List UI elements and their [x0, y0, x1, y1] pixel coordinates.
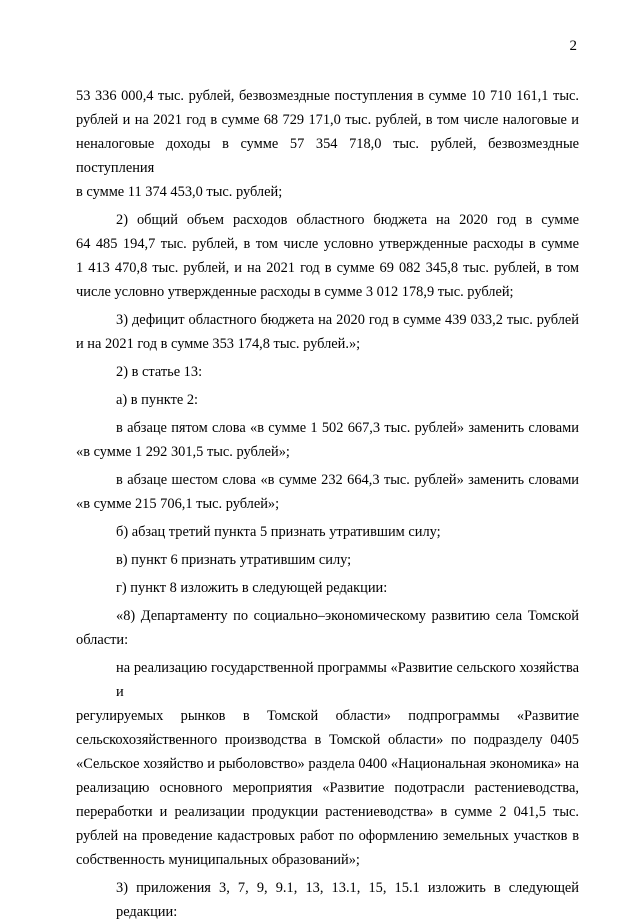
paragraph [76, 84, 579, 204]
text-line: регулируемых рынков в Томской области» подпрограммы «Развитие [76, 708, 579, 724]
text-line: г) пункт 8 изложить в следующей редакции: [116, 580, 388, 596]
text-line: 53 336 000,4 тыс. рублей, безвозмездные поступления в сумме 10 710 161,1 тыс. [76, 88, 579, 104]
text-line: «в сумме 1 292 301,5 тыс. рублей»; [76, 444, 290, 460]
text-line: рублей на проведение кадастровых работ по оформлению земельных участков в [76, 828, 579, 844]
text-line: на реализацию государственной программы «Развитие сельского хозяйства и [116, 660, 579, 700]
paragraph [76, 576, 579, 600]
text-line: в абзаце пятом слова «в сумме 1 502 667,3 тыс. рублей» заменить словами [116, 420, 579, 436]
text-line: а) в пункте 2: [116, 392, 199, 408]
text-line: 2) в статье 13: [116, 364, 203, 380]
text-line: 1 413 470,8 тыс. рублей, и на 2021 год в сумме 69 082 345,8 тыс. рублей, в том [76, 260, 579, 276]
text-line: сельскохозяйственного производства в Томской области» по подразделу 0405 [76, 732, 579, 748]
paragraph [76, 656, 579, 872]
text-line: собственность муниципальных образований»; [76, 852, 360, 868]
paragraph [76, 604, 579, 652]
text-line: «в сумме 215 706,1 тыс. рублей»; [76, 496, 280, 512]
text-line: 3) дефицит областного бюджета на 2020 год в сумме 439 033,2 тыс. рублей [116, 312, 579, 328]
paragraph [76, 208, 579, 304]
paragraph [76, 876, 579, 924]
text-line: в абзаце шестом слова «в сумме 232 664,3 тыс. рублей» заменить словами [116, 472, 579, 488]
text-line: «Сельское хозяйство и рыболовство» раздела 0400 «Национальная экономика» на [76, 756, 579, 772]
paragraph [76, 520, 579, 544]
text-line: переработки и реализации продукции растениеводства» в сумме 2 041,5 тыс. [76, 804, 579, 820]
text-line: «8) Департаменту по социально–экономическому развитию села Томской [116, 608, 579, 624]
text-line: 3) приложения 3, 7, 9, 9.1, 13, 13.1, 15, 15.1 изложить в следующей редакции: [116, 880, 579, 920]
paragraph [76, 308, 579, 356]
paragraph [76, 548, 579, 572]
text-line: 2) общий объем расходов областного бюджета на 2020 год в сумме [116, 212, 579, 228]
paragraph [76, 388, 579, 412]
text-line: б) абзац третий пункта 5 признать утратившим силу; [116, 524, 441, 540]
text-line: и на 2021 год в сумме 353 174,8 тыс. рублей.»; [76, 336, 361, 352]
text-line: реализацию основного мероприятия «Развитие подотрасли растениеводства, [76, 780, 579, 796]
document-body [76, 84, 579, 924]
text-line: в сумме 11 374 453,0 тыс. рублей; [76, 184, 283, 200]
paragraph [76, 468, 579, 516]
text-line: рублей и на 2021 год в сумме 68 729 171,0 тыс. рублей, в том числе налоговые и [76, 112, 579, 128]
text-line: числе условно утвержденные расходы в сумме 3 012 178,9 тыс. рублей; [76, 284, 514, 300]
page-number: 2 [569, 38, 577, 54]
paragraph [76, 416, 579, 464]
text-line: области: [76, 632, 129, 648]
paragraph [76, 360, 579, 384]
text-line: неналоговые доходы в сумме 57 354 718,0 тыс. рублей, безвозмездные поступления [76, 136, 579, 176]
text-line: в) пункт 6 признать утратившим силу; [116, 552, 352, 568]
text-line: 64 485 194,7 тыс. рублей, в том числе условно утвержденные расходы в сумме [76, 236, 579, 252]
